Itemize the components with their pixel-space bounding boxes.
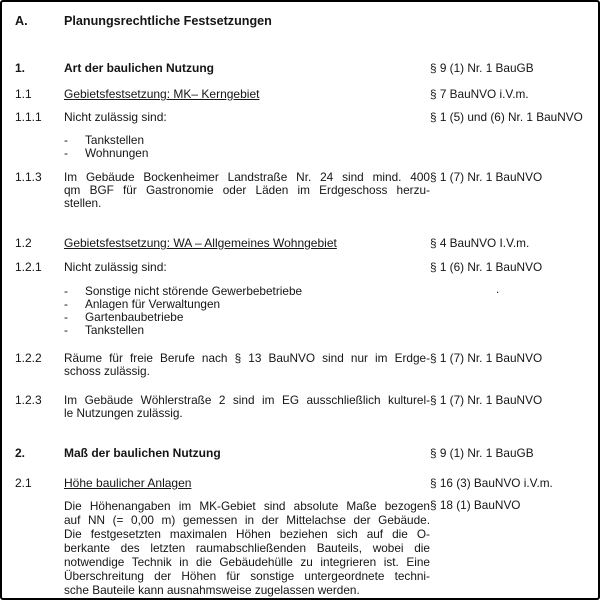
body-line: auf NN (= 0,00 m) gemessen in der Mittelachse der Gebäude.	[64, 513, 430, 527]
section-title: Maß der baulichen Nutzung	[64, 446, 221, 460]
dash-bullet: -	[64, 323, 68, 337]
scan-artifact-dot: .	[496, 282, 500, 296]
body-line: Die Höhenangaben im MK-Gebiet sind absolute Maße bezogen	[64, 499, 430, 513]
subsection-title: Höhe baulicher Anlagen	[64, 476, 192, 490]
body-line: sche Bauteile kann ausnahmsweise zugelassen werden.	[64, 583, 360, 597]
section-row-2	[15, 447, 594, 460]
list-item-text: Sonstige nicht störende Gewerbebetriebe	[85, 284, 303, 298]
list-item-text: Wohnungen	[85, 146, 149, 160]
body-line: notwendige Technik in die Gebäudehülle zu integrieren ist. Eine	[64, 555, 430, 569]
legal-reference: § 1 (7) Nr. 1 BauNVO	[430, 351, 543, 365]
clause-row-1-1-1	[15, 111, 594, 124]
clause-title: Nicht zulässig sind:	[64, 260, 167, 274]
clause-body	[64, 499, 430, 597]
body-line: Überschreitung der Höhen für sonstige untergeordnete techni-	[64, 569, 430, 583]
list-item	[64, 324, 302, 337]
list-item-text: Gartenbaubetriebe	[85, 310, 184, 324]
list-item-text: Tankstellen	[85, 133, 145, 147]
dash-bullet: -	[64, 146, 68, 160]
subsection-title: Gebietsfestsetzung: MK– Kerngebiet	[64, 87, 260, 101]
body-line: Räume für freie Berufe nach § 13 BauNVO sind nur im Erdge-	[64, 351, 430, 365]
section-row-1	[15, 62, 594, 75]
clause-body	[64, 171, 430, 210]
subsection-row-2-1	[15, 477, 594, 490]
section-number: 2.	[15, 446, 26, 460]
clause-number: 1.1.3	[15, 170, 42, 184]
legal-reference: § 16 (3) BauNVO i.V.m.	[430, 476, 553, 490]
dash-bullet: -	[64, 284, 68, 298]
clause-row-1-2-3	[15, 394, 594, 420]
clause-row-1-2-1	[15, 261, 594, 274]
subsection-row-1-1	[15, 88, 594, 101]
header-title: Planungsrechtliche Festsetzungen	[64, 14, 272, 28]
bullet-list-1-1-1	[64, 134, 148, 160]
list-item-text: Anlagen für Verwaltungen	[85, 297, 221, 311]
legal-reference: § 1 (7) Nr. 1 BauNVO	[430, 393, 543, 407]
body-line: le Nutzungen zulässig.	[64, 406, 183, 420]
legal-reference: § 9 (1) Nr. 1 BauGB	[430, 61, 534, 75]
body-line: Im Gebäude Bockenheimer Landstraße Nr. 24 sind mind. 400	[64, 170, 430, 184]
section-title: Art der baulichen Nutzung	[64, 61, 214, 75]
clause-number: 1.1.1	[15, 110, 42, 124]
clause-row-1-1-3	[15, 171, 594, 210]
clause-paragraph-2-1	[15, 499, 594, 597]
dash-bullet: -	[64, 133, 68, 147]
section-number: 1.	[15, 61, 26, 75]
clause-body	[64, 352, 430, 378]
body-line: berkante des letzten raumabschließenden Bauteils, wobei die	[64, 541, 430, 555]
legal-reference: § 1 (7) Nr. 1 BauNVO	[430, 170, 543, 184]
legal-reference: § 1 (5) und (6) Nr. 1 BauNVO	[430, 110, 583, 124]
list-item	[64, 147, 148, 160]
body-line: qm BGF für Gastronomie oder Läden im Erdgeschoss herzu-	[64, 183, 430, 197]
body-line: stellen.	[64, 196, 102, 210]
header-number: A.	[15, 14, 28, 28]
clause-number: 1.2.2	[15, 351, 42, 365]
legal-reference: § 1 (6) Nr. 1 BauNVO	[430, 260, 543, 274]
subsection-number: 1.2	[15, 236, 32, 250]
body-line: Im Gebäude Wöhlerstraße 2 sind im EG ausschließlich kulturel-	[64, 393, 430, 407]
legal-reference: § 7 BauNVO i.V.m.	[430, 87, 529, 101]
subsection-title: Gebietsfestsetzung: WA – Allgemeines Wohngebiet	[64, 236, 337, 250]
body-line: Die festgesetzten maximalen Höhen beziehen sich auf die O-	[64, 527, 430, 541]
clause-number: 1.2.3	[15, 393, 42, 407]
dash-bullet: -	[64, 297, 68, 311]
clause-row-1-2-2	[15, 352, 594, 378]
legal-reference: § 18 (1) BauNVO	[430, 498, 521, 512]
subsection-number: 1.1	[15, 87, 32, 101]
legal-reference: § 9 (1) Nr. 1 BauGB	[430, 446, 534, 460]
bullet-list-1-2-1	[64, 285, 302, 337]
clause-body	[64, 394, 430, 420]
clause-number: 1.2.1	[15, 260, 42, 274]
list-item-text: Tankstellen	[85, 323, 145, 337]
subsection-row-1-2	[15, 237, 594, 250]
subsection-number: 2.1	[15, 476, 32, 490]
document-header-row	[15, 14, 594, 28]
clause-title: Nicht zulässig sind:	[64, 110, 167, 124]
legal-reference: § 4 BauNVO I.V.m.	[430, 236, 530, 250]
dash-bullet: -	[64, 310, 68, 324]
body-line: schoss zulässig.	[64, 364, 150, 378]
